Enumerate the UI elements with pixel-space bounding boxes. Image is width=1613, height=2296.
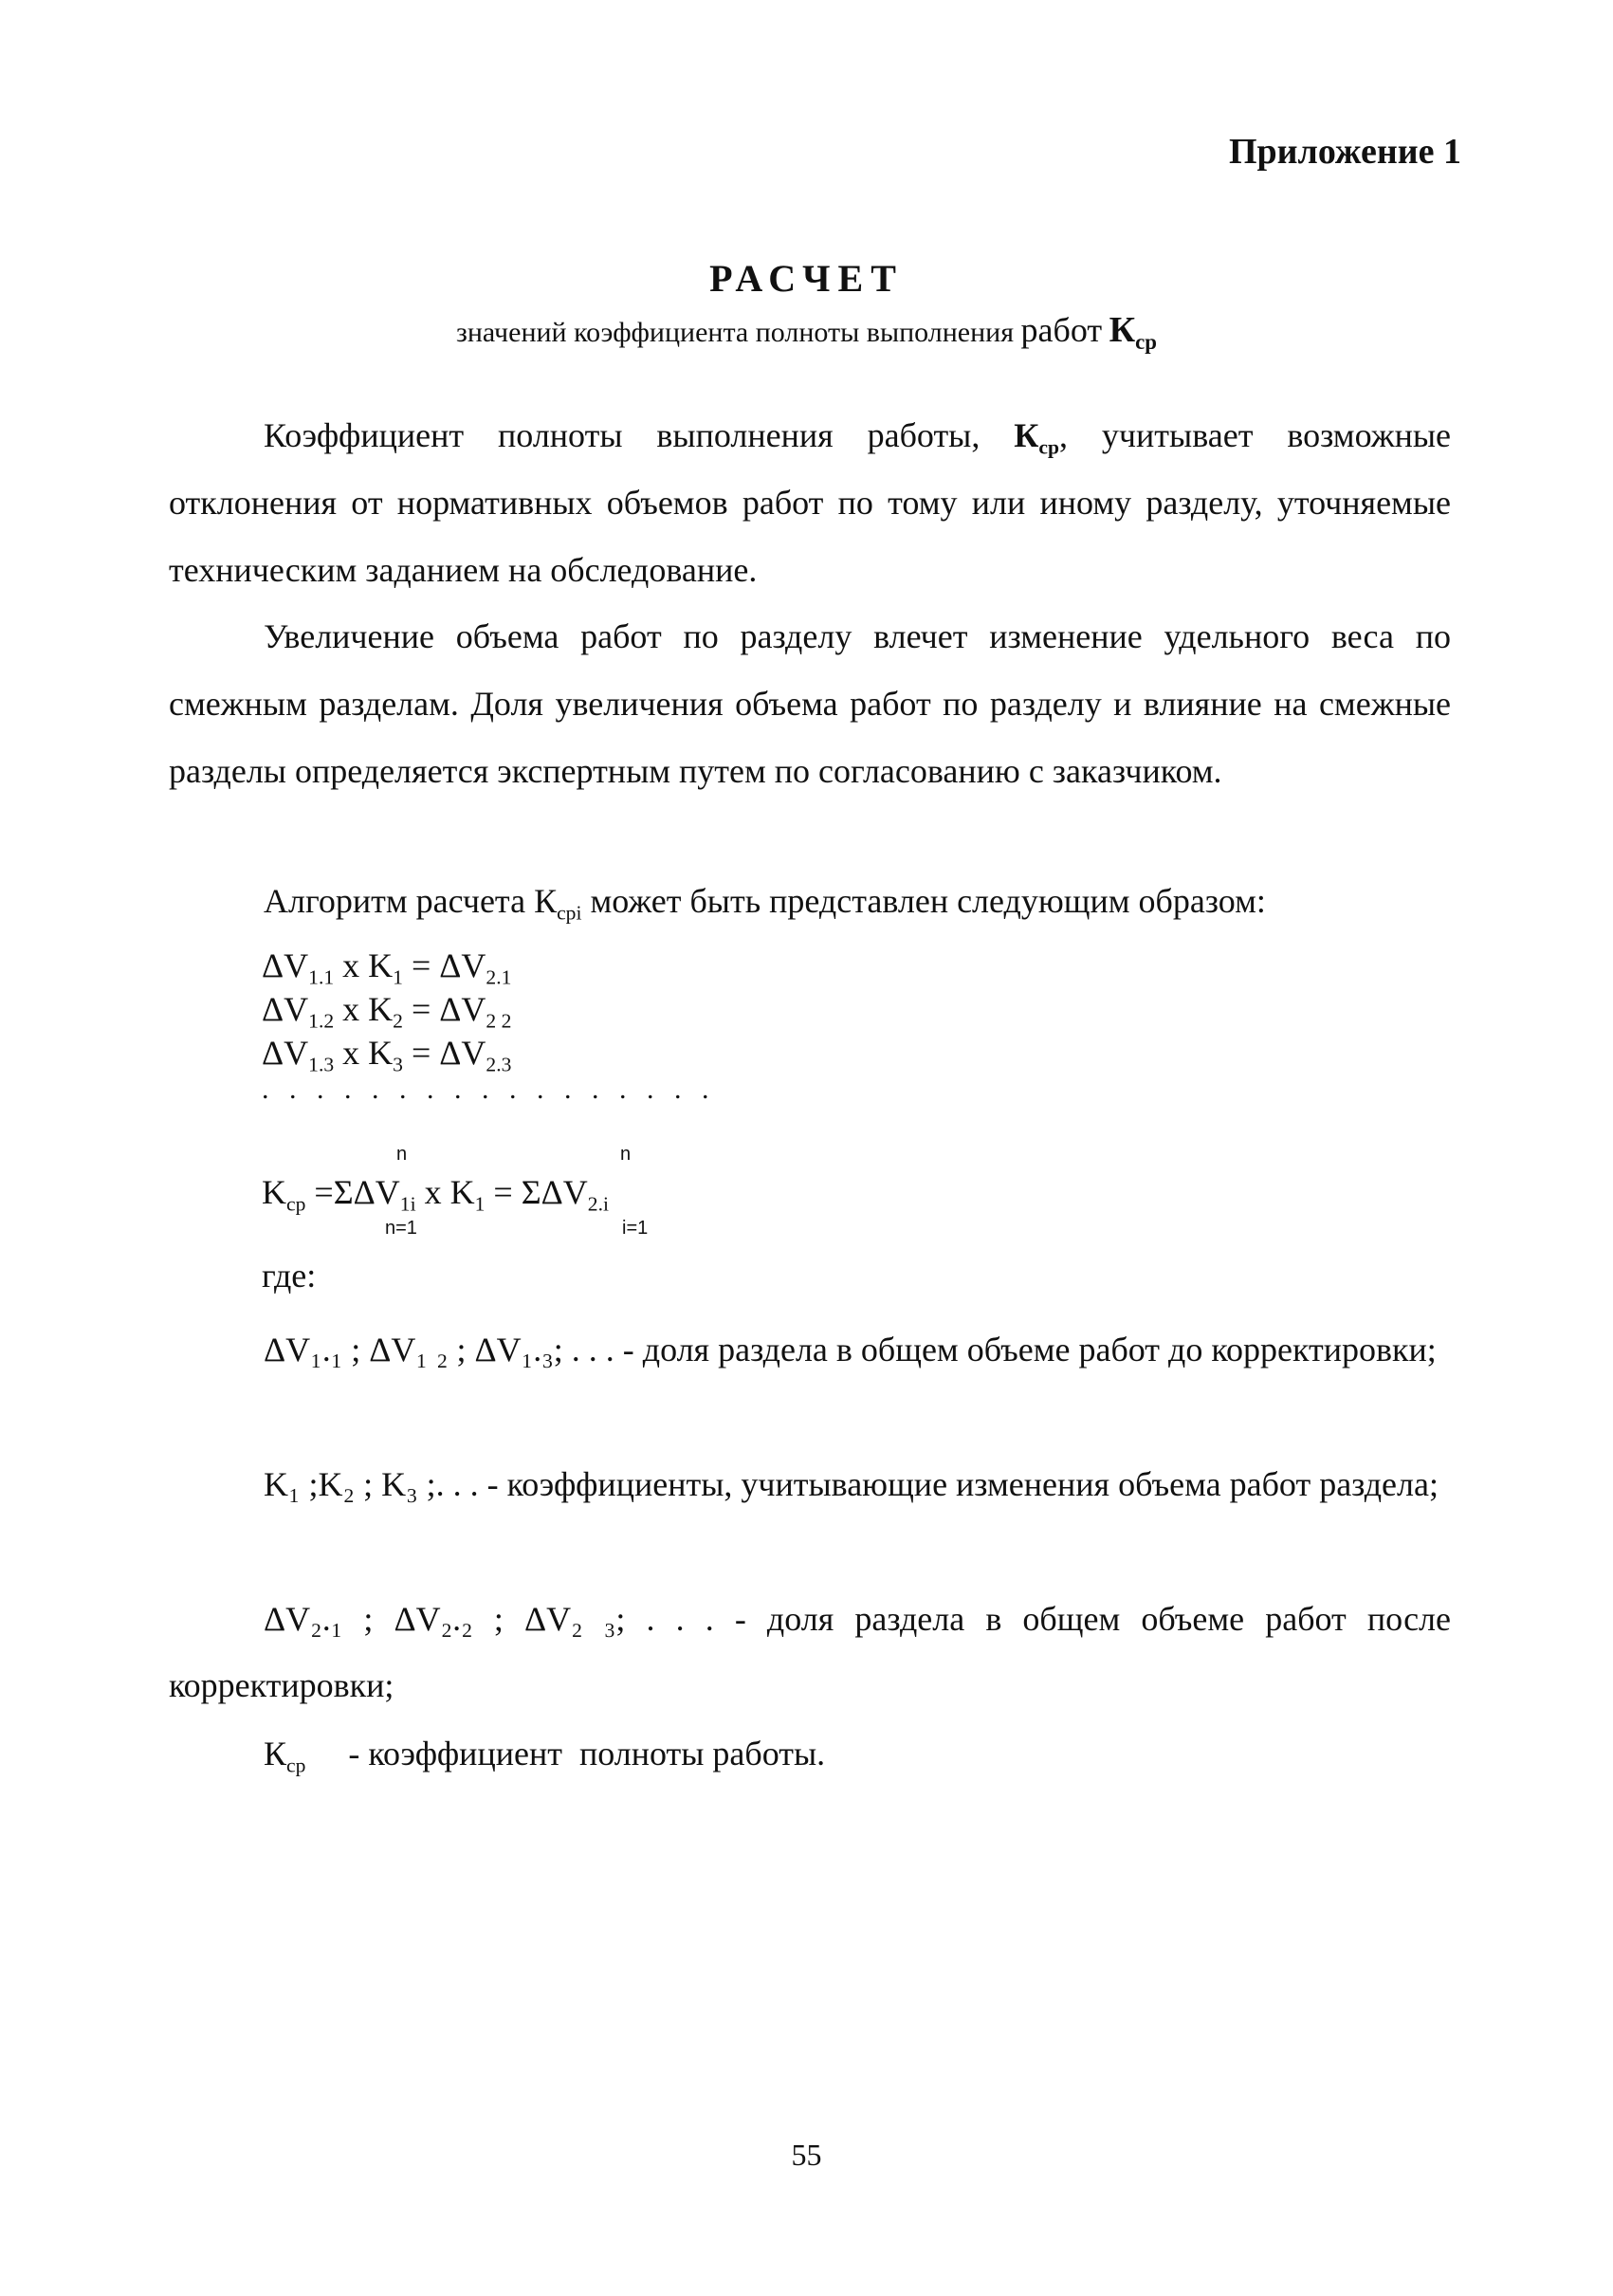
formula-line-2: $\Delta V_{1.2}$ x $K_2 = \Delta V_{2 2}$ [262,990,512,1033]
page-number: 55 [791,2138,822,2172]
sum-upper-limit-2: n [620,1144,632,1165]
paragraph-1: Коэффициент полноты выполнения работы, $К_{ср}$, учитывает возможные отклонения от нормативных объемов работ по тому или иному разделу, уточняемые техническим заданием на обследование. [169,416,1451,589]
summation-formula: $K_{ср} =\Sigma\Delta V_{1i}$ x $K_1 = \Sigma\Delta V_{2.i}$ [262,1173,609,1216]
sum-lower-limit-1: n=1 [385,1218,417,1239]
definition-3: ΔV₂.₁ ; ΔV₂.₂ ; ΔV₂ ₃; . . . - доля раздела в общем объеме работ после корректировки; [169,1600,1451,1704]
subtitle-symbol: $К_{ср}$ [1109,310,1157,354]
paragraph-1-symbol: $К_{ср}$ [1014,416,1059,459]
page-title: РАСЧЕТ [709,257,904,300]
paragraph-2: Увеличение объема работ по разделу влечет изменение удельного веса по смежным разделам. Доля увеличения объема работ по разделу и влияние на смежные разделы определяется экспертным путем по согласованию с заказчиком. [169,617,1451,790]
appendix-label: Приложение 1 [1228,132,1461,172]
subtitle-tail: работ [1020,311,1103,349]
formula-ellipsis: . . . . . . . . . . . . . . . . . [262,1074,716,1105]
where-label: где: [262,1257,317,1295]
definition-4: $К_{ср}$ - коэффициент полноты работы. [264,1735,826,1777]
definition-1: ΔV₁.₁ ; ΔV₁ ₂ ; ΔV₁.₃; . . . - доля раздела в общем объеме работ до корректировки; [264,1331,1437,1368]
sum-upper-limit-1: n [396,1144,408,1165]
definition-2: K₁ ;K₂ ; K₃ ;. . . - коэффициенты, учитывающие изменения объема работ раздела; [264,1465,1439,1503]
paragraph-3: Алгоритм расчета $К_{срi}$ может быть представлен следующим образом: [264,882,1266,925]
formula-line-1: $\Delta V_{1.1}$ x $K_1 = \Delta V_{2.1}$ [262,946,512,989]
formula-line-3: $\Delta V_{1.3}$ x $K_3 = \Delta V_{2.3}$ [262,1034,512,1076]
subtitle-text: значений коэффициента полноты выполнения [456,317,1015,348]
page-subtitle [0,309,1613,354]
sum-lower-limit-2: i=1 [622,1218,649,1239]
